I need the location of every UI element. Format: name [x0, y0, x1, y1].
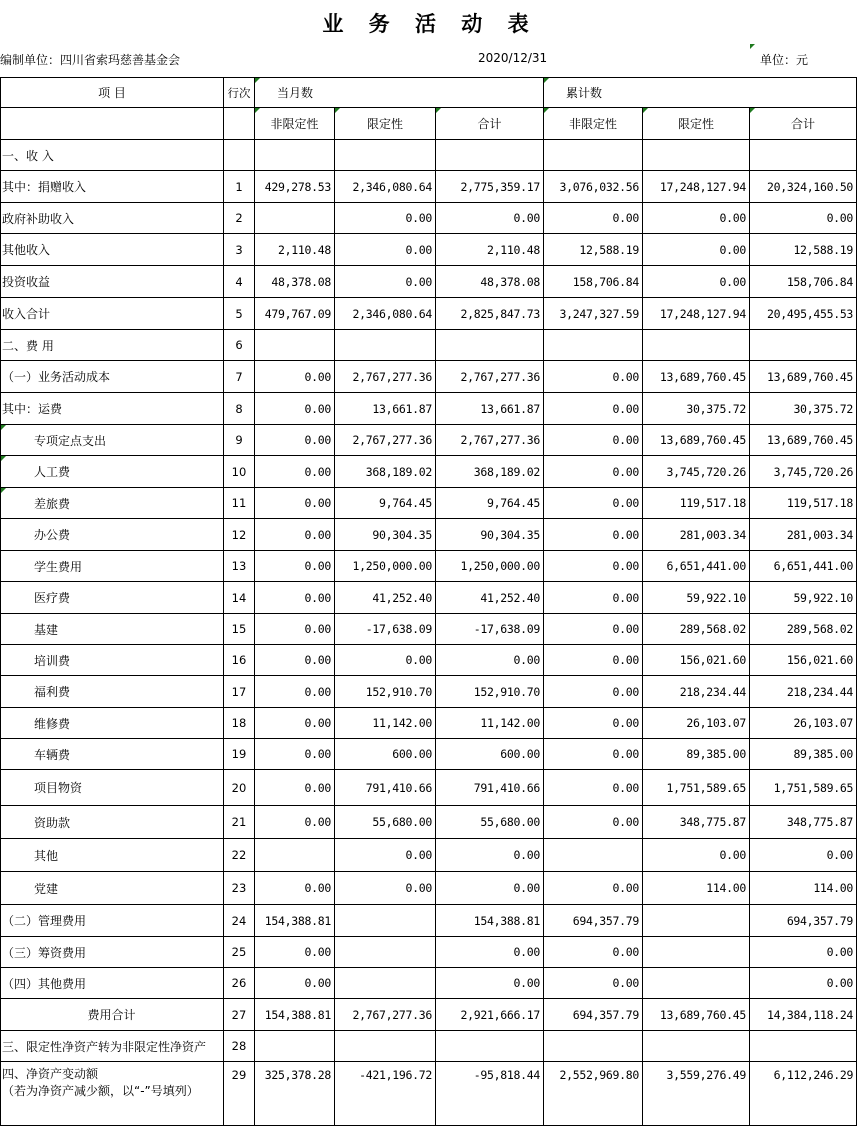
- row-item-label: （一）业务活动成本: [1, 361, 224, 393]
- cell-cum-restricted: 218,234.44: [643, 676, 750, 708]
- cell-cum-restricted: 0.00: [643, 234, 750, 266]
- cell-month-total: 2,767,277.36: [436, 425, 544, 456]
- cell-cum-unrestricted: 0.00: [544, 614, 643, 645]
- cell-month-unrestricted: 0.00: [255, 425, 335, 456]
- table-row: [1, 582, 857, 614]
- row-line-number: 26: [224, 968, 255, 999]
- header-cum-unrestricted: 非限定性: [544, 108, 643, 140]
- table-row: [1, 203, 857, 234]
- cell-cum-restricted: 0.00: [643, 203, 750, 234]
- cell-month-unrestricted: 0.00: [255, 393, 335, 425]
- row-line-number: 23: [224, 872, 255, 905]
- cell-month-restricted: 13,661.87: [335, 393, 436, 425]
- cell-month-restricted: 152,910.70: [335, 676, 436, 708]
- row-item-label: 项目物资: [1, 770, 224, 806]
- cell-month-restricted: 600.00: [335, 739, 436, 770]
- header-item: 项 目: [1, 78, 224, 108]
- cell-month-total: 1,250,000.00: [436, 551, 544, 582]
- cell-cum-restricted: [643, 140, 750, 171]
- cell-cum-total: 12,588.19: [750, 234, 857, 266]
- cell-cum-total: 158,706.84: [750, 266, 857, 298]
- cell-month-unrestricted: 0.00: [255, 770, 335, 806]
- header-cum-restricted: 限定性: [643, 108, 750, 140]
- cell-cum-total: 14,384,118.24: [750, 999, 857, 1031]
- cell-cum-restricted: 0.00: [643, 266, 750, 298]
- cell-month-total: 2,767,277.36: [436, 361, 544, 393]
- row-line-number: 17: [224, 676, 255, 708]
- cell-month-restricted: 0.00: [335, 203, 436, 234]
- cell-month-unrestricted: 154,388.81: [255, 999, 335, 1031]
- cell-month-restricted: 0.00: [335, 234, 436, 266]
- cell-cum-total: [750, 330, 857, 361]
- cell-month-restricted: 368,189.02: [335, 456, 436, 488]
- row-line-number: 5: [224, 298, 255, 330]
- table-row: [1, 676, 857, 708]
- cell-cum-restricted: 3,745,720.26: [643, 456, 750, 488]
- cell-cum-restricted: 59,922.10: [643, 582, 750, 614]
- cell-cum-total: 281,003.34: [750, 519, 857, 551]
- header-current-month: 当月数: [255, 78, 544, 108]
- row-line-number: 1: [224, 171, 255, 203]
- cell-cum-total: 0.00: [750, 203, 857, 234]
- cell-month-unrestricted: 0.00: [255, 488, 335, 519]
- row-line-number: 18: [224, 708, 255, 739]
- table-row: [1, 614, 857, 645]
- row-item-label: 学生费用: [1, 551, 224, 582]
- row-line-number: 27: [224, 999, 255, 1031]
- cell-month-restricted: 2,346,080.64: [335, 298, 436, 330]
- row-item-label: 车辆费: [1, 739, 224, 770]
- cell-cum-unrestricted: 694,357.79: [544, 999, 643, 1031]
- cell-cum-total: 89,385.00: [750, 739, 857, 770]
- cell-cum-unrestricted: 0.00: [544, 551, 643, 582]
- cell-cum-total: 13,689,760.45: [750, 425, 857, 456]
- cell-month-restricted: 2,767,277.36: [335, 361, 436, 393]
- cell-month-restricted: 791,410.66: [335, 770, 436, 806]
- cell-month-unrestricted: 48,378.08: [255, 266, 335, 298]
- header-empty: [1, 108, 224, 140]
- cell-cum-restricted: [643, 968, 750, 999]
- row-line-number: 3: [224, 234, 255, 266]
- row-item-label: 基建: [1, 614, 224, 645]
- table-row: [1, 708, 857, 739]
- header-month-total: 合计: [436, 108, 544, 140]
- cell-cum-unrestricted: 158,706.84: [544, 266, 643, 298]
- cell-cum-total: 289,568.02: [750, 614, 857, 645]
- cell-cum-restricted: 6,651,441.00: [643, 551, 750, 582]
- row-item-label: 其他收入: [1, 234, 224, 266]
- cell-cum-total: 218,234.44: [750, 676, 857, 708]
- cell-cum-total: 3,745,720.26: [750, 456, 857, 488]
- cell-cum-total: 119,517.18: [750, 488, 857, 519]
- row-item-label: 三、限定性净资产转为非限定性净资产: [1, 1031, 224, 1062]
- row-item-label: 维修费: [1, 708, 224, 739]
- row-line-number: 22: [224, 839, 255, 872]
- cell-cum-unrestricted: 0.00: [544, 582, 643, 614]
- cell-cum-restricted: 3,559,276.49: [643, 1062, 750, 1126]
- row-line-number: 4: [224, 266, 255, 298]
- cell-month-total: 90,304.35: [436, 519, 544, 551]
- cell-cum-total: 6,651,441.00: [750, 551, 857, 582]
- row-line-number: 14: [224, 582, 255, 614]
- table-row: [1, 905, 857, 937]
- cell-month-total: 152,910.70: [436, 676, 544, 708]
- cell-month-restricted: [335, 937, 436, 968]
- cell-month-unrestricted: 0.00: [255, 806, 335, 839]
- cell-cum-restricted: 89,385.00: [643, 739, 750, 770]
- row-line-number: 16: [224, 645, 255, 676]
- cell-month-restricted: [335, 968, 436, 999]
- header-month-unrestricted: 非限定性: [255, 108, 335, 140]
- row-line-number: 20: [224, 770, 255, 806]
- cell-month-total: -95,818.44: [436, 1062, 544, 1126]
- cell-cum-unrestricted: 0.00: [544, 739, 643, 770]
- cell-cum-unrestricted: 0.00: [544, 708, 643, 739]
- cell-month-unrestricted: 0.00: [255, 456, 335, 488]
- row-item-label: 办公费: [1, 519, 224, 551]
- cell-month-total: -17,638.09: [436, 614, 544, 645]
- cell-cum-unrestricted: 694,357.79: [544, 905, 643, 937]
- table-row: [1, 519, 857, 551]
- cell-cum-total: 30,375.72: [750, 393, 857, 425]
- row-line-number: 10: [224, 456, 255, 488]
- cell-cum-restricted: 156,021.60: [643, 645, 750, 676]
- row-line-number: 28: [224, 1031, 255, 1062]
- cell-month-restricted: [335, 330, 436, 361]
- row-line-number: 24: [224, 905, 255, 937]
- row-line-number: 29: [224, 1062, 255, 1126]
- cell-month-restricted: 2,346,080.64: [335, 171, 436, 203]
- cell-month-restricted: 11,142.00: [335, 708, 436, 739]
- cell-cum-unrestricted: 0.00: [544, 456, 643, 488]
- table-row: [1, 770, 857, 806]
- cell-cum-total: 1,751,589.65: [750, 770, 857, 806]
- cell-cum-total: [750, 1031, 857, 1062]
- cell-cum-unrestricted: 0.00: [544, 676, 643, 708]
- row-line-number: 2: [224, 203, 255, 234]
- header-month-restricted: 限定性: [335, 108, 436, 140]
- table-row: [1, 425, 857, 456]
- cell-cum-unrestricted: 0.00: [544, 937, 643, 968]
- cell-month-unrestricted: 0.00: [255, 551, 335, 582]
- cell-month-total: 154,388.81: [436, 905, 544, 937]
- table-row: [1, 171, 857, 203]
- cell-month-restricted: 0.00: [335, 645, 436, 676]
- cell-cum-total: 0.00: [750, 968, 857, 999]
- row-item-label: 其中：捐赠收入: [1, 171, 224, 203]
- cell-cum-restricted: [643, 330, 750, 361]
- row-item-label: 差旅费: [1, 488, 224, 519]
- cell-month-total: 9,764.45: [436, 488, 544, 519]
- cell-month-unrestricted: 2,110.48: [255, 234, 335, 266]
- row-item-label: （四）其他费用: [1, 968, 224, 999]
- header-cumulative: 累计数: [544, 78, 857, 108]
- cell-month-unrestricted: [255, 839, 335, 872]
- row-line-number: 13: [224, 551, 255, 582]
- table-row: [1, 1031, 857, 1062]
- cell-month-total: [436, 1031, 544, 1062]
- cell-cum-restricted: 1,751,589.65: [643, 770, 750, 806]
- cell-month-total: 13,661.87: [436, 393, 544, 425]
- row-item-label: 医疗费: [1, 582, 224, 614]
- cell-month-restricted: 0.00: [335, 839, 436, 872]
- cell-month-total: 0.00: [436, 872, 544, 905]
- table-row: [1, 645, 857, 676]
- row-line-number: 21: [224, 806, 255, 839]
- cell-cum-restricted: 13,689,760.45: [643, 361, 750, 393]
- report-title: 业 务 活 动 表: [322, 12, 538, 36]
- cell-month-restricted: 0.00: [335, 872, 436, 905]
- cell-cum-total: 26,103.07: [750, 708, 857, 739]
- org-label: 编制单位：四川省索玛慈善基金会: [0, 53, 181, 67]
- row-item-label: （三）筹资费用: [1, 937, 224, 968]
- cell-month-total: 41,252.40: [436, 582, 544, 614]
- cell-month-unrestricted: 0.00: [255, 361, 335, 393]
- cell-month-unrestricted: 0.00: [255, 519, 335, 551]
- table-row: [1, 361, 857, 393]
- cell-month-unrestricted: 429,278.53: [255, 171, 335, 203]
- cell-cum-restricted: 119,517.18: [643, 488, 750, 519]
- cell-month-restricted: -421,196.72: [335, 1062, 436, 1126]
- row-line-number: 9: [224, 425, 255, 456]
- table-body: [1, 140, 857, 1126]
- cell-cum-unrestricted: 0.00: [544, 872, 643, 905]
- cell-cum-unrestricted: [544, 839, 643, 872]
- cell-month-unrestricted: 0.00: [255, 645, 335, 676]
- table-row: [1, 839, 857, 872]
- table-row: [1, 298, 857, 330]
- row-item-label: （二）管理费用: [1, 905, 224, 937]
- table-header: [1, 78, 857, 140]
- table-row: [1, 1062, 857, 1126]
- table-row: [1, 739, 857, 770]
- cell-cum-unrestricted: 3,076,032.56: [544, 171, 643, 203]
- row-line-number: 11: [224, 488, 255, 519]
- cell-month-restricted: 2,767,277.36: [335, 425, 436, 456]
- cell-cum-total: 114.00: [750, 872, 857, 905]
- row-line-number: 25: [224, 937, 255, 968]
- cell-month-total: [436, 330, 544, 361]
- row-item-label: 二、费 用: [1, 330, 224, 361]
- cell-cum-restricted: [643, 937, 750, 968]
- cell-cum-total: 0.00: [750, 937, 857, 968]
- cell-month-total: 368,189.02: [436, 456, 544, 488]
- table-row: [1, 999, 857, 1031]
- cell-month-total: 2,921,666.17: [436, 999, 544, 1031]
- cell-cum-restricted: [643, 905, 750, 937]
- header-cum-total: 合计: [750, 108, 857, 140]
- row-item-label: 党建: [1, 872, 224, 905]
- cell-cum-total: 156,021.60: [750, 645, 857, 676]
- cell-cum-total: 694,357.79: [750, 905, 857, 937]
- table-row: [1, 456, 857, 488]
- row-line-number: [224, 140, 255, 171]
- cell-cum-total: 0.00: [750, 839, 857, 872]
- cell-cum-restricted: [643, 1031, 750, 1062]
- cell-month-unrestricted: [255, 330, 335, 361]
- row-item-label: 一、收 入: [1, 140, 224, 171]
- currency-unit-label: 单位：元: [760, 53, 809, 67]
- row-item-label: 收入合计: [1, 298, 224, 330]
- cell-cum-total: [750, 140, 857, 171]
- cell-month-restricted: [335, 1031, 436, 1062]
- table-row: [1, 968, 857, 999]
- row-item-label: 人工费: [1, 456, 224, 488]
- cell-cum-restricted: 289,568.02: [643, 614, 750, 645]
- cell-month-total: 0.00: [436, 645, 544, 676]
- cell-cum-unrestricted: 0.00: [544, 519, 643, 551]
- table-row: [1, 937, 857, 968]
- row-line-number: 12: [224, 519, 255, 551]
- cell-cum-unrestricted: 2,552,969.80: [544, 1062, 643, 1126]
- cell-cum-restricted: 0.00: [643, 839, 750, 872]
- cell-cum-unrestricted: 12,588.19: [544, 234, 643, 266]
- table-row: [1, 140, 857, 171]
- cell-month-total: 600.00: [436, 739, 544, 770]
- row-item-label: 福利费: [1, 676, 224, 708]
- cell-month-total: 48,378.08: [436, 266, 544, 298]
- cell-cum-unrestricted: 0.00: [544, 645, 643, 676]
- cell-month-unrestricted: 0.00: [255, 614, 335, 645]
- cell-cum-total: 59,922.10: [750, 582, 857, 614]
- cell-month-unrestricted: 325,378.28: [255, 1062, 335, 1126]
- table-row: [1, 872, 857, 905]
- cell-cum-total: 13,689,760.45: [750, 361, 857, 393]
- cell-month-total: 0.00: [436, 937, 544, 968]
- cell-cum-unrestricted: 0.00: [544, 203, 643, 234]
- cell-cum-unrestricted: 0.00: [544, 393, 643, 425]
- cell-cum-restricted: 30,375.72: [643, 393, 750, 425]
- row-item-label: 投资收益: [1, 266, 224, 298]
- cell-month-total: 2,110.48: [436, 234, 544, 266]
- cell-cum-unrestricted: 0.00: [544, 968, 643, 999]
- cell-comment-marker: [750, 44, 755, 49]
- cell-cum-total: 20,324,160.50: [750, 171, 857, 203]
- cell-month-unrestricted: 0.00: [255, 708, 335, 739]
- cell-month-restricted: [335, 905, 436, 937]
- cell-month-restricted: 2,767,277.36: [335, 999, 436, 1031]
- cell-cum-unrestricted: 3,247,327.59: [544, 298, 643, 330]
- row-item-label: 资助款: [1, 806, 224, 839]
- cell-month-restricted: 1,250,000.00: [335, 551, 436, 582]
- cell-cum-restricted: 281,003.34: [643, 519, 750, 551]
- cell-cum-restricted: 348,775.87: [643, 806, 750, 839]
- row-item-label: 专项定点支出: [1, 425, 224, 456]
- row-line-number: 8: [224, 393, 255, 425]
- cell-month-unrestricted: [255, 203, 335, 234]
- cell-month-restricted: 90,304.35: [335, 519, 436, 551]
- cell-month-restricted: 9,764.45: [335, 488, 436, 519]
- table-row: [1, 393, 857, 425]
- cell-cum-total: 6,112,246.29: [750, 1062, 857, 1126]
- cell-cum-restricted: 13,689,760.45: [643, 425, 750, 456]
- report-date: 2020/12/31: [478, 51, 548, 65]
- cell-month-total: 11,142.00: [436, 708, 544, 739]
- cell-month-total: 0.00: [436, 839, 544, 872]
- row-item-label: 培训费: [1, 645, 224, 676]
- row-item-label: 其中：运费: [1, 393, 224, 425]
- cell-cum-unrestricted: 0.00: [544, 806, 643, 839]
- row-item-label: 政府补助收入: [1, 203, 224, 234]
- cell-month-unrestricted: [255, 140, 335, 171]
- cell-cum-restricted: 26,103.07: [643, 708, 750, 739]
- cell-cum-total: 348,775.87: [750, 806, 857, 839]
- cell-month-total: 55,680.00: [436, 806, 544, 839]
- cell-cum-unrestricted: [544, 140, 643, 171]
- cell-cum-restricted: 17,248,127.94: [643, 298, 750, 330]
- cell-month-unrestricted: 154,388.81: [255, 905, 335, 937]
- cell-cum-restricted: 114.00: [643, 872, 750, 905]
- row-item-label: 费用合计: [1, 999, 224, 1031]
- cell-cum-unrestricted: 0.00: [544, 425, 643, 456]
- cell-month-unrestricted: [255, 1031, 335, 1062]
- activity-table: [0, 77, 857, 1126]
- cell-month-unrestricted: 0.00: [255, 937, 335, 968]
- cell-month-restricted: [335, 140, 436, 171]
- cell-month-total: 791,410.66: [436, 770, 544, 806]
- cell-month-restricted: 0.00: [335, 266, 436, 298]
- cell-month-total: 0.00: [436, 968, 544, 999]
- cell-month-total: 0.00: [436, 203, 544, 234]
- row-line-number: 7: [224, 361, 255, 393]
- cell-cum-unrestricted: 0.00: [544, 488, 643, 519]
- cell-month-restricted: -17,638.09: [335, 614, 436, 645]
- cell-cum-restricted: 17,248,127.94: [643, 171, 750, 203]
- table-row: [1, 551, 857, 582]
- table-row: [1, 330, 857, 361]
- cell-month-total: 2,825,847.73: [436, 298, 544, 330]
- cell-month-restricted: 55,680.00: [335, 806, 436, 839]
- cell-cum-unrestricted: 0.00: [544, 770, 643, 806]
- table-row: [1, 266, 857, 298]
- table-row: [1, 488, 857, 519]
- cell-cum-unrestricted: [544, 330, 643, 361]
- cell-month-total: [436, 140, 544, 171]
- row-line-number: 19: [224, 739, 255, 770]
- cell-cum-unrestricted: [544, 1031, 643, 1062]
- cell-month-total: 2,775,359.17: [436, 171, 544, 203]
- cell-month-unrestricted: 0.00: [255, 872, 335, 905]
- row-line-number: 15: [224, 614, 255, 645]
- cell-month-unrestricted: 0.00: [255, 739, 335, 770]
- table-row: [1, 234, 857, 266]
- row-item-label: 其他: [1, 839, 224, 872]
- cell-month-unrestricted: 0.00: [255, 582, 335, 614]
- cell-month-restricted: 41,252.40: [335, 582, 436, 614]
- cell-month-unrestricted: 0.00: [255, 968, 335, 999]
- cell-cum-unrestricted: 0.00: [544, 361, 643, 393]
- header-line: 行次: [224, 78, 255, 108]
- cell-month-unrestricted: 0.00: [255, 676, 335, 708]
- cell-cum-restricted: 13,689,760.45: [643, 999, 750, 1031]
- row-line-number: 6: [224, 330, 255, 361]
- header-empty: [224, 108, 255, 140]
- cell-cum-total: 20,495,455.53: [750, 298, 857, 330]
- cell-month-unrestricted: 479,767.09: [255, 298, 335, 330]
- row-item-label: 四、净资产变动额 （若为净资产减少额，以“-”号填列）: [1, 1062, 224, 1126]
- table-row: [1, 806, 857, 839]
